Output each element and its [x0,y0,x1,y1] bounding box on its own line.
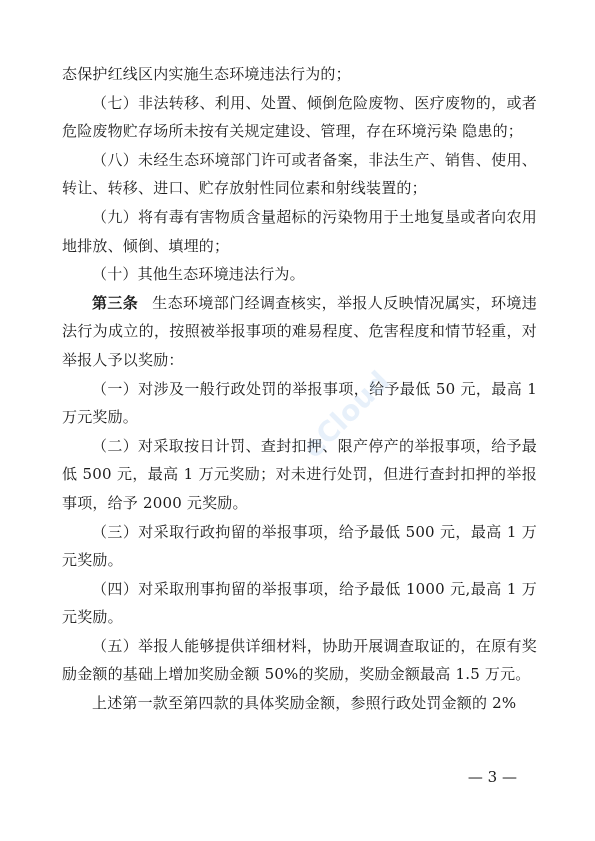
reward-item-1: （一）对涉及一般行政处罚的举报事项，给予最低 50 元，最高 1 万元奖励。 [62,379,537,427]
page-number: — 3 — [467,768,517,786]
closing-paragraph: 上述第一款至第四款的具体奖励金额，参照行政处罚金额的 2% [92,694,517,713]
watermark-logo: eCloud [296,364,397,465]
reward-item-2: （二）对采取按日计罚、查封扣押、限产停产的举报事项，给予最低 500 元，最高 1 万元奖励；对未进行处罚，但进行查封扣押的举报事项，给予 2000 元奖励。 [62,436,537,512]
paragraph-continuation: 态保护红线区内实施生态环境违法行为的； [62,65,351,83]
reward-item-5: （五）举报人能够提供详细材料，协助开展调查取证的，在原有奖励金额的基础上增加奖励金额 50%的奖励，奖励金额最高 1.5 万元。 [62,636,537,684]
clause-item-8: （八）未经生态环境部门许可或者备案，非法生产、销售、使用、转让、转移、进口、贮存放射性同位素和射线装置的； [62,150,537,198]
clause-item-9: （九）将有毒有害物质含量超标的污染物用于土地复垦或者向农用地排放、倾倒、填埋的； [62,207,537,255]
article-number: 第三条 [92,293,139,312]
article-three [62,289,537,375]
article-text: 生态环境部门经调查核实，举报人反映情况属实，环境违法行为成立的，按照被举报事项的难易程度、危害程度和情节轻重，对举报人予以奖励： [62,293,537,369]
clause-item-10: （十）其他生态环境违法行为。 [92,265,305,284]
reward-item-4: （四）对采取刑事拘留的举报事项，给予最低 1000 元,最高 1 万元奖励。 [62,579,537,627]
document-body [62,60,537,718]
clause-item-7: （七）非法转移、利用、处置、倾倒危险废物、医疗废物的，或者危险废物贮存场所未按有关规定建设、管理，存在环境污染 隐患的； [62,93,537,141]
reward-item-3: （三）对采取行政拘留的举报事项，给予最低 500 元，最高 1 万元奖励。 [62,522,537,570]
